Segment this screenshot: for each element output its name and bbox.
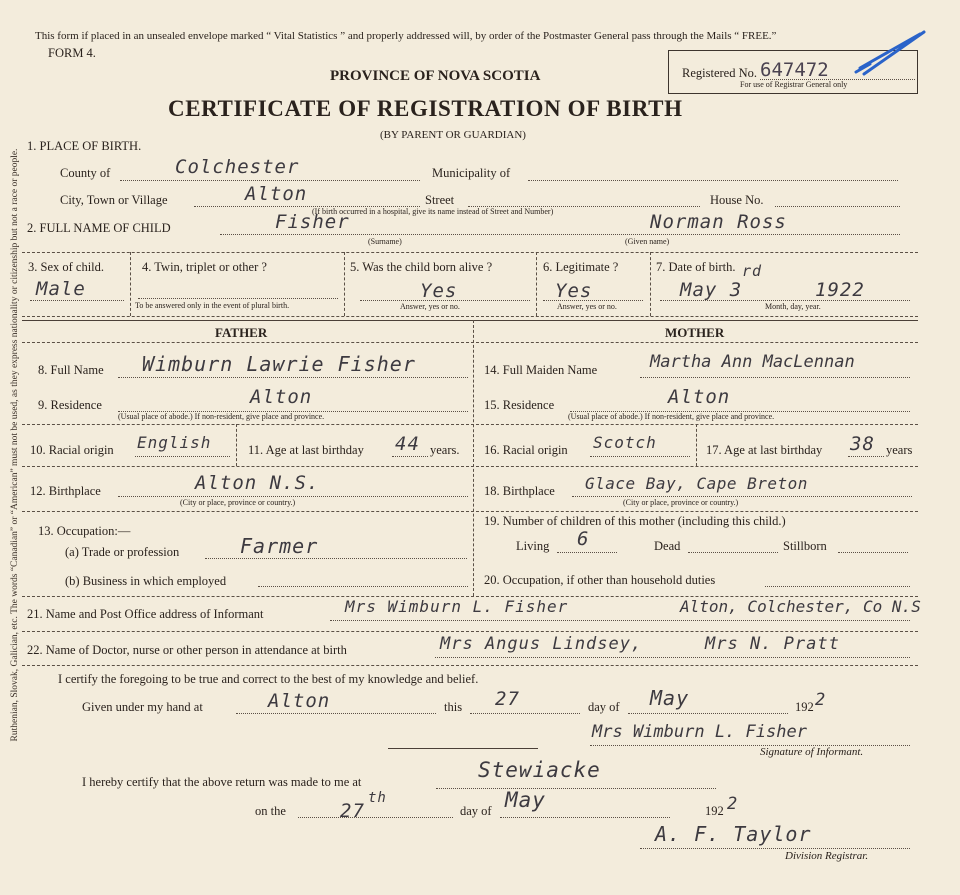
given-under-hand-label: Given under my hand at [82,700,203,714]
father-name-label: 8. Full Name [38,363,104,377]
sex-label: 3. Sex of child. [28,260,105,274]
registration-number: 647472 [760,59,829,81]
father-residence: Alton [250,386,313,408]
date-suffix: rd [742,262,763,280]
certify-month: May [650,686,690,710]
father-years: years. [430,443,460,457]
doctor-label: 22. Name of Doctor, nurse or other person in attendance at birth [27,643,347,657]
province-heading: PROVINCE OF NOVA SCOTIA [330,68,541,84]
registrar-place: Stewiacke [478,758,601,782]
registrar-year-hand: 2 [727,794,739,814]
house-no-label: House No. [710,193,764,207]
mother-occupation-label: 20. Occupation, if other than household duties [484,573,716,587]
date-year: 1922 [815,279,865,301]
registrar-year-print: 192 [705,804,724,818]
date-of-birth-label: 7. Date of birth. [656,260,736,274]
mother-years: years [886,443,913,457]
father-age: 44 [395,433,420,455]
trade-label: (a) Trade or profession [65,545,180,559]
certify-year-print: 192 [795,700,814,714]
informant-address: Alton, Colchester, Co N.S [680,597,921,616]
mother-residence-label: 15. Residence [484,398,555,412]
born-alive-label: 5. Was the child born alive ? [350,260,493,274]
mother-age-label: 17. Age at last birthday [706,443,823,457]
doctor-name-1: Mrs Angus Lindsey, [440,634,643,654]
legitimate-value: Yes [555,280,593,302]
mother-age: 38 [850,433,875,455]
registrar-day: 27 [340,800,365,822]
form-number: FORM 4. [48,46,96,60]
informant-signature: Mrs Wimburn L. Fisher [592,722,807,742]
dead-label: Dead [654,539,681,553]
registrar-signature: A. F. Taylor [655,822,812,846]
occupation-label: 13. Occupation:— [38,524,131,538]
on-the-label: on the [255,804,286,818]
father-racial-origin: English [137,433,212,452]
city-label: City, Town or Village [60,193,168,207]
certify-year-hand: 2 [815,690,827,710]
twin-note: To be answered only in the event of plural birth. [135,301,290,310]
child-name-label: 2. FULL NAME OF CHILD [27,221,171,235]
father-birthplace: Alton N.S. [195,472,320,494]
street-label: Street [425,193,455,207]
hospital-note: (If birth occurred in a hospital, give its name instead of Street and Number) [312,207,554,216]
informant-label: 21. Name and Post Office address of Informant [27,607,264,621]
mother-name-label: 14. Full Maiden Name [484,363,598,377]
mother-name: Martha Ann MacLennan [650,352,855,372]
mother-heading: MOTHER [665,325,725,340]
registrar-text: I hereby certify that the above return was made to me at [82,775,362,789]
stillborn-label: Stillborn [783,539,827,553]
registrar-month: May [505,788,546,812]
born-alive-note: Answer, yes or no. [400,302,460,311]
father-residence-label: 9. Residence [38,398,102,412]
father-racial-label: 10. Racial origin [30,443,114,457]
father-heading: FATHER [215,325,268,340]
municipality-label: Municipality of [432,166,511,180]
certify-text: I certify the foregoing to be true and correct to the best of my knowledge and belief. [58,672,479,686]
mother-birthplace-label: 18. Birthplace [484,484,555,498]
mother-residence-note: (Usual place of abode.) If non-resident, give place and province. [568,412,775,421]
page-subtitle: (BY PARENT OR GUARDIAN) [380,129,526,141]
surname-caption: (Surname) [368,237,402,246]
certify-day-of-label: day of [588,700,620,714]
registrar-day-of-label: day of [460,804,492,818]
this-label: this [444,700,463,714]
living-label: Living [516,539,550,553]
mother-birthplace-note: (City or place, province or country.) [623,498,739,507]
father-trade: Farmer [240,534,319,558]
living-count: 6 [577,528,590,550]
place-of-birth-label: 1. PLACE OF BIRTH. [27,139,142,153]
legitimate-note: Answer, yes or no. [557,302,617,311]
certify-place: Alton [268,690,331,712]
date-note: Month, day, year. [765,302,821,311]
date-month-day: May 3 [680,279,743,301]
side-note: Ruthenian, Slovak, Galician, etc. The words “Canadian” or “American” must not be used, as they express nationality or citizenship but not a race or people. [10,148,20,742]
mother-residence: Alton [668,386,731,408]
county-value: Colchester [175,156,300,178]
informant-name: Mrs Wimburn L. Fisher [345,597,569,616]
father-birthplace-label: 12. Birthplace [30,484,101,498]
registrar-caption: Division Registrar. [785,850,869,862]
informant-signature-caption: Signature of Informant. [760,746,864,758]
born-alive-value: Yes [420,280,458,302]
children-count-label: 19. Number of children of this mother (including this child.) [484,514,786,528]
certify-day: 27 [495,688,520,710]
doctor-name-2: Mrs N. Pratt [705,634,840,654]
mother-birthplace: Glace Bay, Cape Breton [585,474,808,493]
twin-label: 4. Twin, triplet or other ? [142,260,267,274]
registrar-day-suffix: th [368,790,387,806]
father-residence-note: (Usual place of abode.) If non-resident, give place and province. [118,412,325,421]
father-birthplace-note: (City or place, province or country.) [180,498,296,507]
child-given-name: Norman Ross [650,211,787,233]
postal-notice: This form if placed in an unsealed envelope marked “ Vital Statistics ” and properly addressed will, by order of the Postmaster General pass through the Mails “ FREE.” [35,30,777,42]
business-label: (b) Business in which employed [65,574,227,588]
child-surname: Fisher [275,211,350,233]
city-value: Alton [245,183,308,205]
given-name-caption: (Given name) [625,237,670,246]
registration-note: For use of Registrar General only [740,80,848,89]
county-label: County of [60,166,111,180]
registration-label: Registered No. [682,66,757,80]
mother-racial-label: 16. Racial origin [484,443,568,457]
mother-racial-origin: Scotch [593,433,657,452]
father-name: Wimburn Lawrie Fisher [142,352,416,376]
legitimate-label: 6. Legitimate ? [543,260,619,274]
page-title: CERTIFICATE OF REGISTRATION OF BIRTH [168,96,683,121]
sex-value: Male [36,278,86,300]
check-mark-icon [850,28,930,78]
father-age-label: 11. Age at last birthday [248,443,364,457]
